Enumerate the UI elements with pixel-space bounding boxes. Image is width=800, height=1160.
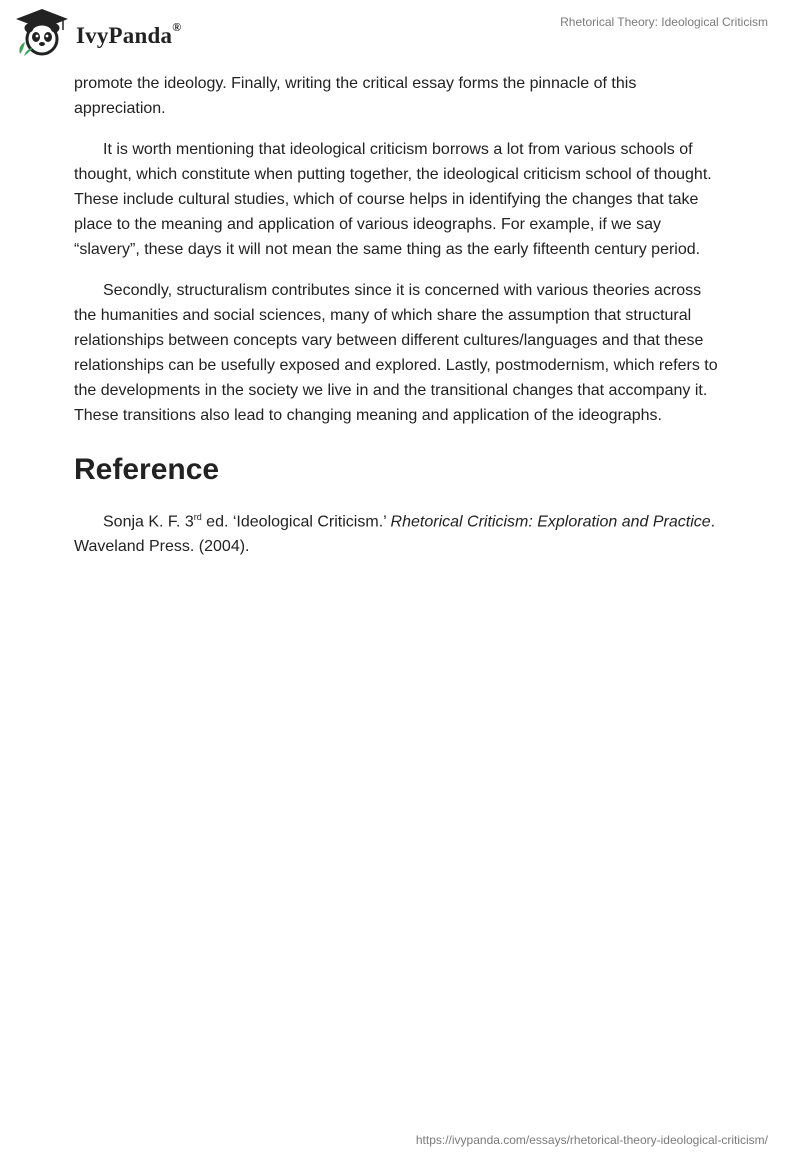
reference-book-title: Rhetorical Criticism: Exploration and Practice xyxy=(390,513,711,531)
reference-publisher: . Waveland Press. (2004). xyxy=(74,513,716,556)
ivypanda-logo[interactable] xyxy=(14,8,181,58)
essay-body xyxy=(74,71,726,575)
brand-name: IvyPanda® xyxy=(76,20,182,48)
reference-entry xyxy=(74,505,726,559)
ordinal-suffix: rd xyxy=(193,512,202,522)
reference-edition-title: ed. ‘Ideological Criticism.’ xyxy=(201,513,391,531)
paragraph-ideological-criticism: It is worth mentioning that ideological criticism borrows a lot from various schools of thought, which constitute when putting together, the ideological criticism school of thought. These include cultural studies, which of course helps in identifying the changes that take place to the meaning and application of various ideographs. For example, if we say “slavery”, these days it will not mean the same thing as the early fifteenth century period. xyxy=(74,141,712,258)
page-header xyxy=(0,0,800,64)
paragraph-structuralism: Secondly, structuralism contributes since it is concerned with various theories across the humanities and social sciences, many of which share the assumption that structural relationships between concepts vary between different cultures/languages and that these relationships can be usefully exposed and explored. Lastly, postmodernism, which refers to the developments in the society we live in and the transitional changes that accompany it. These transitions also lead to changing meaning and application of the ideographs. xyxy=(74,282,718,424)
paragraph-continuation: promote the ideology. Finally, writing the critical essay forms the pinnacle of this appreciation. xyxy=(74,75,637,117)
panda-graduate-icon xyxy=(14,8,70,58)
reference-heading: Reference xyxy=(74,453,220,486)
document-title: Rhetorical Theory: Ideological Criticism xyxy=(560,15,768,29)
source-url[interactable]: https://ivypanda.com/essays/rhetorical-theory-ideological-criticism/ xyxy=(415,1133,768,1147)
reference-author: Sonja K. F. 3 xyxy=(103,513,194,531)
